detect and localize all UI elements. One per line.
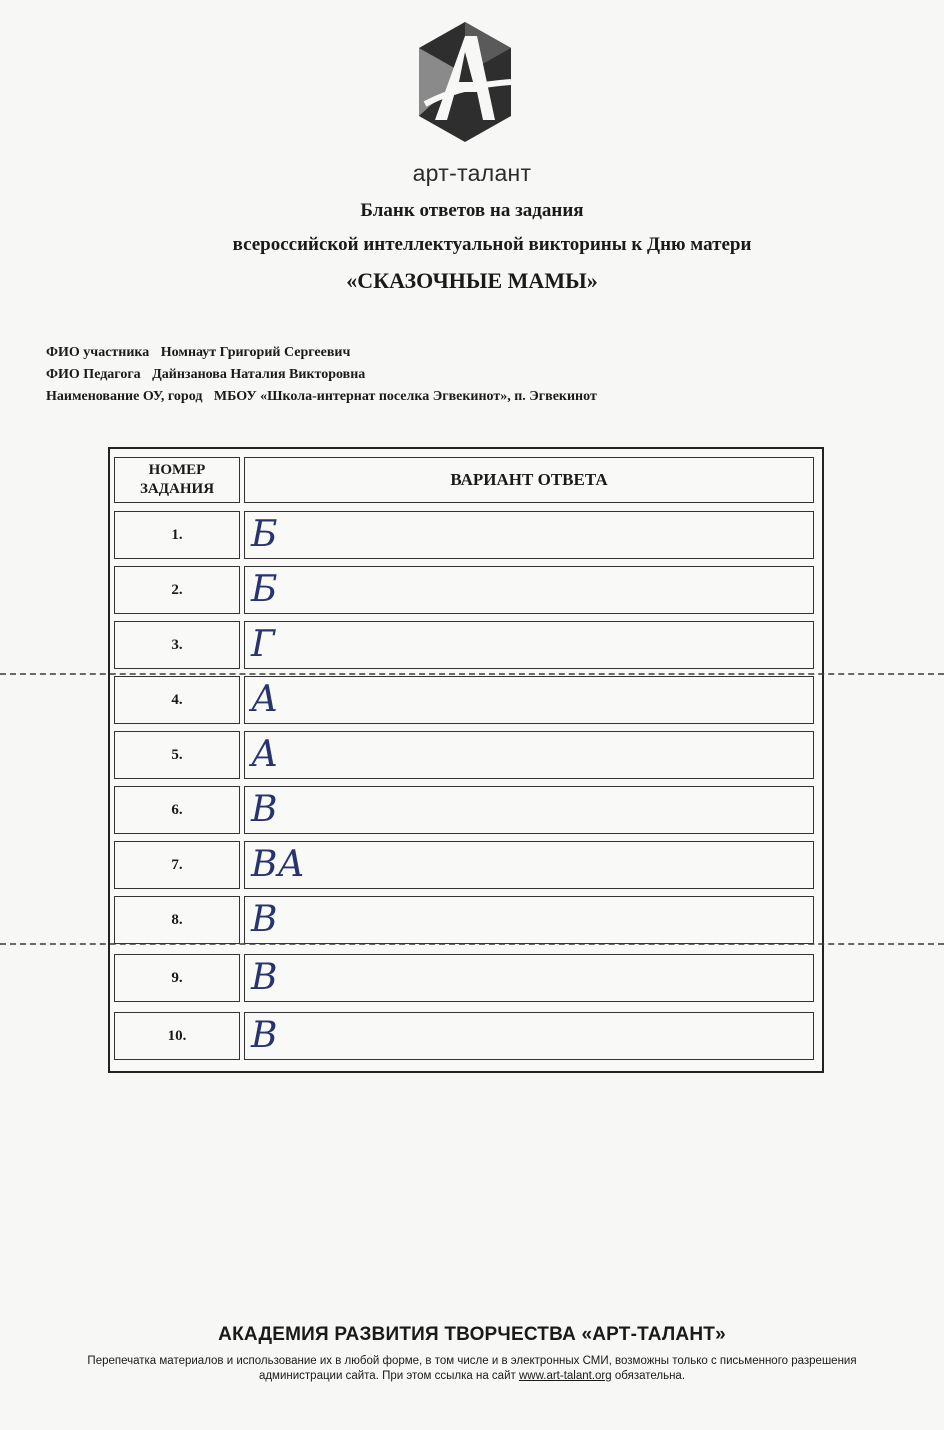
footer-site-link[interactable]: www.art-talant.org	[518, 1370, 612, 1382]
row-answer	[244, 896, 814, 944]
participant-info	[46, 345, 350, 361]
row-answer	[244, 954, 814, 1002]
row-number: 4.	[114, 676, 240, 724]
answer-table	[108, 447, 824, 1073]
row-answer	[244, 1012, 814, 1060]
row-number: 2.	[114, 566, 240, 614]
handwritten-answer: Б	[251, 514, 278, 555]
row-number: 1.	[114, 511, 240, 559]
handwritten-answer: Г	[251, 624, 275, 665]
column-header-number	[114, 457, 240, 503]
form-title: Бланк ответов на задания	[360, 200, 584, 221]
column-header-number-line1: НОМЕР	[148, 462, 206, 478]
row-number: 9.	[114, 954, 240, 1002]
art-talant-logo	[415, 18, 515, 146]
row-answer	[244, 786, 814, 834]
row-number: 8.	[114, 896, 240, 944]
row-answer	[244, 841, 814, 889]
handwritten-answer: А	[251, 734, 279, 775]
row-answer	[244, 676, 814, 724]
school-value: МБОУ «Школа-интернат поселка Эгвекинот», п. Эгвекинот	[213, 389, 597, 404]
handwritten-answer: В	[251, 957, 278, 998]
quiz-subtitle: всероссийской интеллектуальной викторины к Дню матери	[232, 234, 752, 255]
participant-label: ФИО участника	[46, 345, 150, 360]
school-info	[46, 389, 597, 405]
row-answer	[244, 731, 814, 779]
footer-copyright-notice	[60, 1354, 884, 1384]
row-answer	[244, 621, 814, 669]
row-number: 7.	[114, 841, 240, 889]
page-fold-line	[0, 673, 944, 675]
page-fold-line	[0, 943, 944, 945]
row-number: 3.	[114, 621, 240, 669]
teacher-label: ФИО Педагога	[46, 367, 141, 382]
handwritten-answer: В	[251, 899, 278, 940]
teacher-info	[46, 367, 365, 383]
row-number: 5.	[114, 731, 240, 779]
teacher-value: Дайнзанова Наталия Викторовна	[152, 367, 366, 382]
row-answer	[244, 566, 814, 614]
quiz-name: «СКАЗОЧНЫЕ МАМЫ»	[346, 268, 598, 293]
column-header-number-line2: ЗАДАНИЯ	[139, 481, 215, 497]
row-number: 10.	[114, 1012, 240, 1060]
school-label: Наименование ОУ, город	[46, 389, 203, 404]
brand-name: арт-талант	[412, 160, 532, 186]
handwritten-answer: ВА	[251, 844, 305, 885]
handwritten-answer: А	[251, 679, 279, 720]
column-header-answer: ВАРИАНТ ОТВЕТА	[244, 457, 814, 503]
footer-text-part1: Перепечатка материалов и использование их в любой форме, в том числе и в электронных СМИ, возможны только с письменного разрешения администрации сайта. При этом ссылка на сайт	[87, 1355, 857, 1382]
participant-value: Номнаут Григорий Сергеевич	[160, 345, 351, 360]
row-number: 6.	[114, 786, 240, 834]
footer-title: АКАДЕМИЯ РАЗВИТИЯ ТВОРЧЕСТВА «АРТ-ТАЛАНТ»	[218, 1324, 726, 1345]
footer-text-part2: обязательна.	[614, 1370, 686, 1382]
handwritten-answer: В	[251, 1015, 278, 1056]
handwritten-answer: В	[251, 789, 278, 830]
row-answer	[244, 511, 814, 559]
handwritten-answer: Б	[251, 569, 278, 610]
